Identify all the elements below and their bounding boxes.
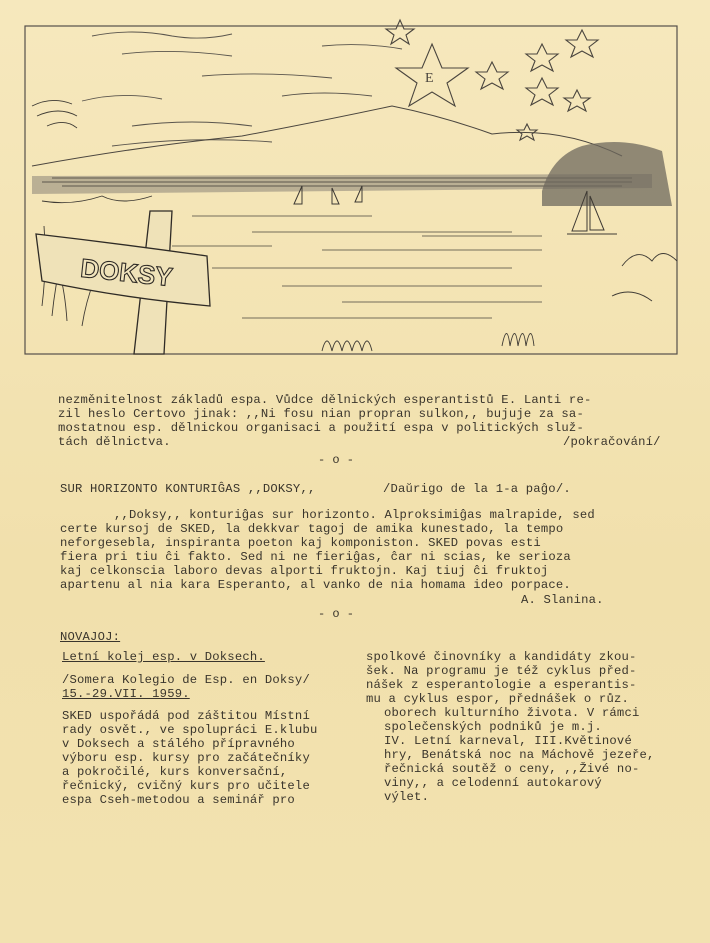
separator-2: - o - <box>318 607 355 621</box>
novajoj-subtitle-2: 15.-29.VII. 1959. <box>62 687 190 701</box>
left-line-2: rady osvět., ve spolupráci E.klubu <box>62 723 318 737</box>
svg-text:E: E <box>425 71 434 86</box>
right-line-10: viny,, a celodenní autokarový <box>384 776 602 790</box>
left-line-7: espa Cseh-metodou a seminář pro <box>62 793 295 807</box>
article-line-4: fiera pri tiu ĉi fakto. Sed ni ne fieriĝas, ĉar ni scias, ke serioza <box>60 550 571 564</box>
right-line-5: oborech kulturního života. V rámci <box>384 706 640 720</box>
article-signature: A. Slanina. <box>521 593 604 607</box>
right-line-11: výlet. <box>384 790 430 804</box>
right-line-1: spolkové činovníky a kandidáty zkou- <box>366 650 637 664</box>
article-heading-note: /Daŭrigo de la 1-a paĝo/. <box>383 482 571 496</box>
left-line-5: a pokročilé, kurs konversační, <box>62 765 288 779</box>
article-line-5: kaj celkonscia laboro devas alporti fruktojn. Kaj tiuj ĉi fruktoj <box>60 564 549 578</box>
right-line-6: společenských podniků je m.j. <box>384 720 602 734</box>
right-line-4: mu a cyklus espor, přednášek o růz. <box>366 692 629 706</box>
left-line-4: výboru esp. kursy pro začátečníky <box>62 751 310 765</box>
article-line-3: neforgesebla, inspiranta poeton kaj komponiston. SKED povas esti <box>60 536 541 550</box>
intro-line-2: zil heslo Certovo jinak: ,,Ni fosu nian propran sulkon,, bujuje za sa- <box>58 407 584 421</box>
right-line-8: hry, Benátská noc na Máchově jezeře, <box>384 748 655 762</box>
left-line-3: v Doksech a stálého přípravného <box>62 737 295 751</box>
article-heading: SUR HORIZONTO KONTURIĜAS ,,DOKSY,, <box>60 482 316 496</box>
left-line-6: řečnický, cvičný kurs pro učitele <box>62 779 310 793</box>
continued-note: /pokračování/ <box>563 435 661 449</box>
right-line-7: IV. Letní karneval, III.Květinové <box>384 734 632 748</box>
intro-line-4: tách dělnictva. <box>58 435 171 449</box>
article-line-1: ,,Doksy,, konturiĝas sur horizonto. Alproksimiĝas malrapide, sed <box>114 508 595 522</box>
intro-line-3: mostatnou esp. dělnickou organisaci a použití espa v politických služ- <box>58 421 584 435</box>
intro-line-1: nezměnitelnost základů espa. Vůdce dělnických esperantistů E. Lanti re- <box>58 393 592 407</box>
article-line-2: certe kursoj de SKED, la dekkvar tagoj de amika kunestado, la tempo <box>60 522 564 536</box>
article-line-6: apartenu al nia kara Esperanto, al vanko de nia homama ideo porpace. <box>60 578 571 592</box>
right-line-2: šek. Na programu je též cyklus před- <box>366 664 637 678</box>
doksy-lake-illustration <box>22 6 680 358</box>
sign-doksy-text: DOKSY <box>79 252 175 293</box>
novajoj-heading: NOVAJOJ: <box>60 630 121 644</box>
right-line-3: nášek z esperantologie a esperantis- <box>366 678 637 692</box>
separator-1: - o - <box>318 453 355 467</box>
novajoj-title: Letní kolej esp. v Doksech. <box>62 650 265 664</box>
right-line-9: řečnická soutěž o ceny, ,,Živé no- <box>384 762 640 776</box>
novajoj-subtitle-1: /Somera Kolegio de Esp. en Doksy/ <box>62 673 310 687</box>
left-line-1: SKED uspořádá pod záštitou Místní <box>62 709 310 723</box>
